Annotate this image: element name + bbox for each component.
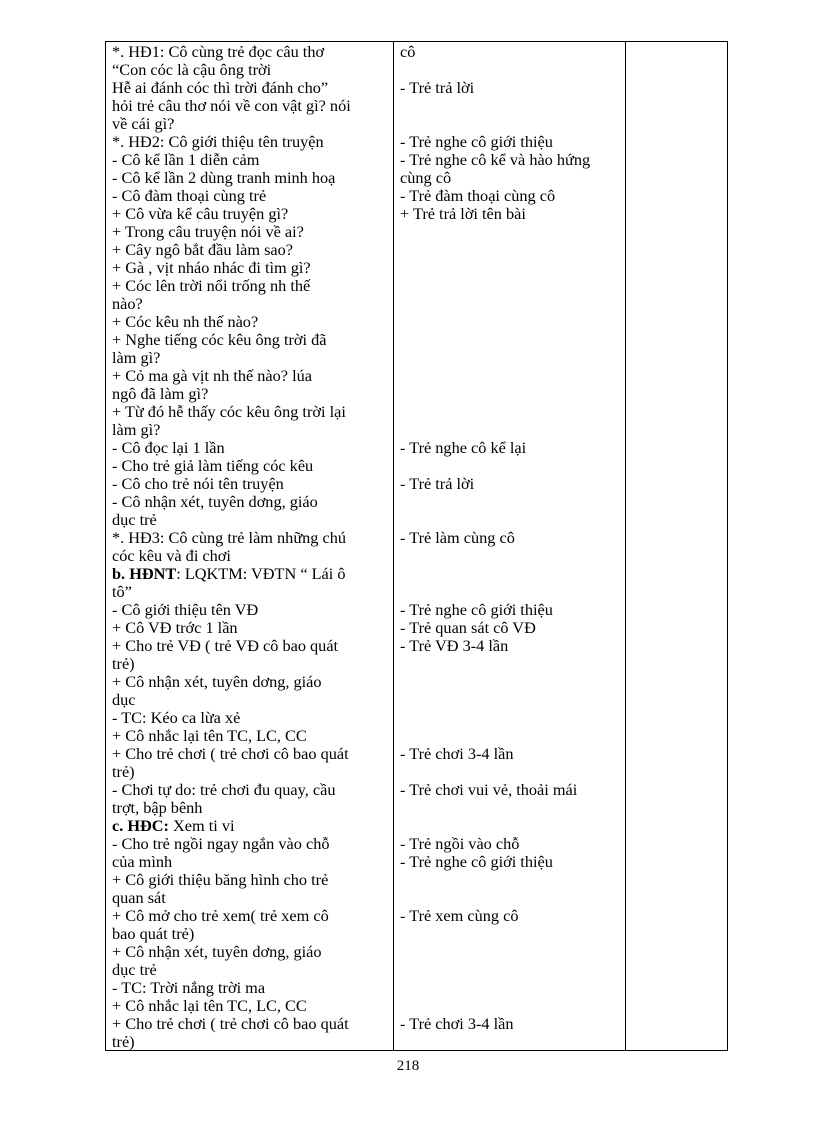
text-line: - Trẻ làm cùng cô (400, 528, 515, 547)
text-line: - Cô đàm thoại cùng trẻ (112, 186, 267, 205)
text-line: *. HĐ2: Cô giới thiệu tên truyện (112, 132, 324, 151)
text-line: trẻ) (112, 1032, 135, 1051)
text-line: - TC: Kéo ca lừa xẻ (112, 708, 241, 727)
text-line: + Cô nhận xét, tuyên dơng, giáo (112, 672, 322, 691)
text-line: - Cô đọc lại 1 lần (112, 438, 225, 457)
text-line: - Trẻ trả lời (400, 474, 475, 493)
text-line: *. HĐ1: Cô cùng trẻ đọc câu thơ (112, 42, 325, 61)
text-line: - Trẻ VĐ 3-4 lần (400, 636, 509, 655)
text-line: - Trẻ ngồi vào chỗ (400, 834, 520, 853)
text-line: + Cỏ ma gà vịt nh thế nào? lúa (112, 366, 312, 385)
text-line: - Cô cho trẻ nói tên truyện (112, 474, 284, 493)
teacher-activity-column (106, 42, 394, 1050)
text-line: - Trẻ trả lời (400, 78, 475, 97)
text-line: trẻ) (112, 762, 135, 781)
text-line: - Trẻ xem cùng cô (400, 906, 519, 925)
page-number: 218 (396, 1058, 420, 1074)
text-line: - TC: Trời nắng trời ma (112, 978, 266, 997)
text-line: cô (400, 42, 416, 61)
section-heading-b (112, 565, 346, 583)
text-line: dục trẻ (112, 510, 157, 529)
text-line: *. HĐ3: Cô cùng trẻ làm những chú (112, 528, 347, 547)
text-line: - Trẻ nghe cô giới thiệu (400, 852, 553, 871)
text-line: - Cô kể lần 2 dùng tranh minh hoạ (112, 168, 336, 187)
text-line: - Trẻ quan sát cô VĐ (400, 618, 536, 637)
text-line: + Cô mở cho trẻ xem( trẻ xem cô (112, 906, 329, 925)
text-line: dục trẻ (112, 960, 157, 979)
text-line: + Nghe tiếng cóc kêu ông trời đã (112, 330, 327, 349)
text-line: “Con cóc là cậu ông trời (112, 60, 272, 79)
text-line: trợt, bập bênh (112, 798, 203, 817)
text-line: quan sát (112, 888, 166, 907)
text-line: + Từ đó hễ thấy cóc kêu ông trời lại (112, 402, 346, 421)
text-line: - Cô nhận xét, tuyên dơng, giáo (112, 492, 318, 511)
text-line: - Cho trẻ giả làm tiếng cóc kêu (112, 456, 314, 475)
text-line: nào? (112, 294, 143, 313)
activity-table (105, 41, 728, 1051)
text-line: hỏi trẻ câu thơ nói về con vật gì? nói (112, 96, 351, 115)
text-line: dục (112, 690, 136, 709)
text-line: + Cô VĐ trớc 1 lần (112, 618, 238, 637)
text-line: - Trẻ nghe cô giới thiệu (400, 600, 553, 619)
text-line: - Trẻ nghe cô giới thiệu (400, 132, 553, 151)
text-line: + Cô nhắc lại tên TC, LC, CC (112, 726, 307, 745)
text-line: - Cô kể lần 1 diễn cảm (112, 150, 260, 169)
text-line: làm gì? (112, 420, 161, 439)
text-line: + Cóc lên trời nổi trống nh thế (112, 276, 311, 295)
text-line: - Cô giới thiệu tên VĐ (112, 600, 259, 619)
text-line: ngô đã làm gì? (112, 384, 209, 403)
text-line: trẻ) (112, 654, 135, 673)
text-line: + Cho trẻ VĐ ( trẻ VĐ cô bao quát (112, 636, 339, 655)
text-line: + Cho trẻ chơi ( trẻ chơi cô bao quát (112, 744, 349, 763)
text-line: về cái gì? (112, 114, 175, 133)
section-title-b: : LQKTM: VĐTN “ Lái ô (176, 564, 346, 583)
notes-column (626, 42, 729, 1050)
text-line: + Trong câu truyện nói về ai? (112, 222, 304, 241)
text-line: + Cho trẻ chơi ( trẻ chơi cô bao quát (112, 1014, 349, 1033)
text-line: + Cô giới thiệu băng hình cho trẻ (112, 870, 329, 889)
section-label-c: c. HĐC: (112, 816, 169, 835)
text-line: tô” (112, 582, 132, 601)
text-line: cóc kêu và đi chơi (112, 546, 231, 565)
text-line: + Gà , vịt nháo nhác đi tìm gì? (112, 258, 311, 277)
text-line: + Cô vừa kể câu truyện gì? (112, 204, 289, 223)
text-line: + Cóc kêu nh thế nào? (112, 312, 259, 331)
text-line: + Cô nhận xét, tuyên dơng, giáo (112, 942, 322, 961)
text-line: cùng cô (400, 168, 452, 187)
text-line: làm gì? (112, 348, 161, 367)
text-line: - Trẻ nghe cô kể và hào hứng (400, 150, 591, 169)
text-line: của mình (112, 852, 173, 871)
text-line: + Cô nhắc lại tên TC, LC, CC (112, 996, 307, 1015)
section-heading-c (112, 817, 235, 835)
text-line: - Chơi tự do: trẻ chơi đu quay, cầu (112, 780, 336, 799)
text-line: bao quát trẻ) (112, 924, 195, 943)
text-line: + Trẻ trả lời tên bài (400, 204, 526, 223)
text-line: - Trẻ chơi 3-4 lần (400, 1014, 514, 1033)
text-line: - Trẻ nghe cô kể lại (400, 438, 527, 457)
child-activity-column (394, 42, 626, 1050)
text-line: - Cho trẻ ngồi ngay ngắn vào chỗ (112, 834, 330, 853)
section-label-b: b. HĐNT (112, 564, 177, 583)
section-title-c: Xem ti vi (168, 816, 235, 835)
text-line: + Cây ngô bắt đầu làm sao? (112, 240, 293, 259)
text-line: - Trẻ chơi 3-4 lần (400, 744, 514, 763)
text-line: - Trẻ đàm thoại cùng cô (400, 186, 556, 205)
text-line: Hễ ai đánh cóc thì trời đánh cho” (112, 78, 329, 97)
text-line: - Trẻ chơi vui vẻ, thoải mái (400, 780, 578, 799)
